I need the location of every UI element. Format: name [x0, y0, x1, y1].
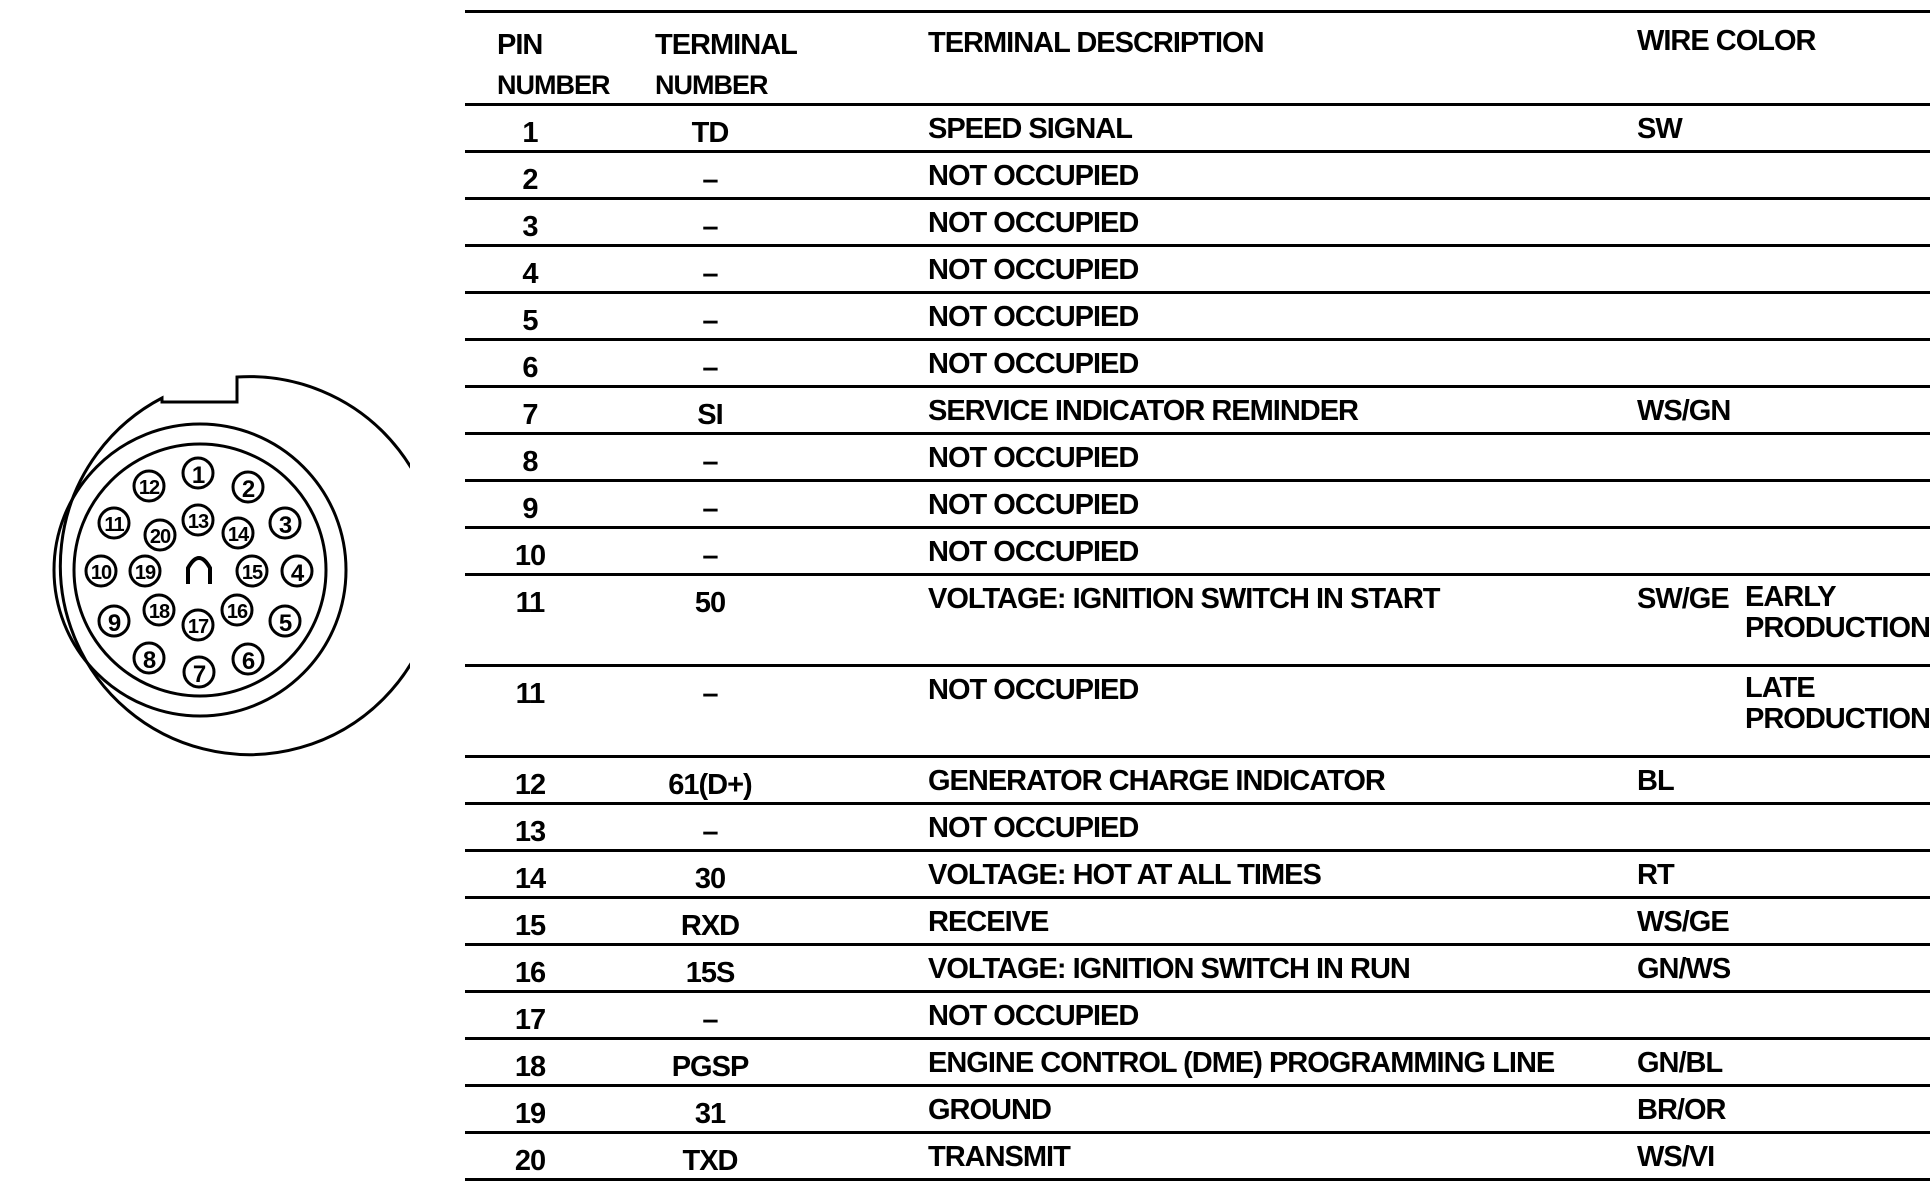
connector-pin-10 [86, 556, 116, 586]
connector-pin-9 [99, 606, 129, 637]
terminal-number: 61(D+) [668, 769, 752, 801]
connector-center-key-icon [188, 558, 210, 584]
svg-text:14: 14 [227, 524, 249, 546]
header-pin-line2: NUMBER [497, 70, 610, 100]
terminal-number: PGSP [671, 1051, 749, 1083]
pin-number: 12 [514, 769, 546, 801]
connector-pin-16 [222, 595, 252, 625]
svg-text:4: 4 [290, 560, 304, 587]
terminal-description: NOT OCCUPIED [928, 489, 1139, 521]
terminal-number: – [702, 446, 718, 478]
table-row [465, 852, 1930, 899]
table-row [465, 294, 1930, 341]
pin-number: 4 [522, 258, 538, 290]
production-note-line2: PRODUCTION [1745, 612, 1930, 644]
connector-pin-19 [130, 556, 160, 586]
pin-number: 2 [522, 164, 538, 196]
pin-number: 11 [515, 678, 545, 710]
terminal-description: ENGINE CONTROL (DME) PROGRAMMING LINE [928, 1047, 1555, 1079]
wire-color: WS/GE [1637, 906, 1729, 938]
connector-pin-3 [270, 508, 300, 539]
pin-number: 20 [514, 1145, 546, 1177]
connector-pin-11 [99, 508, 129, 538]
svg-text:5: 5 [278, 610, 292, 637]
pin-number: 14 [514, 863, 546, 895]
table-row [465, 482, 1930, 529]
terminal-description: NOT OCCUPIED [928, 442, 1139, 474]
terminal-description: TRANSMIT [928, 1141, 1070, 1173]
terminal-description: NOT OCCUPIED [928, 207, 1139, 239]
connector-pin-17 [183, 610, 213, 640]
table-header [465, 13, 1930, 106]
wire-color: SW/GE [1637, 583, 1729, 615]
connector-pin-13 [183, 505, 213, 535]
terminal-description: NOT OCCUPIED [928, 812, 1139, 844]
terminal-description: NOT OCCUPIED [928, 160, 1139, 192]
terminal-number: 30 [694, 863, 726, 895]
connector-pin-2 [233, 472, 263, 503]
header-terminal-line2: NUMBER [655, 70, 768, 100]
svg-text:20: 20 [149, 526, 171, 548]
terminal-number: – [702, 540, 718, 572]
table-row [465, 341, 1930, 388]
pin-number: 3 [522, 211, 538, 243]
table-row [465, 667, 1930, 758]
table-row [465, 1134, 1930, 1181]
connector-pin-4 [282, 556, 312, 587]
terminal-description: SPEED SIGNAL [928, 113, 1132, 145]
pin-number: 13 [514, 816, 546, 848]
svg-text:10: 10 [90, 562, 112, 584]
table-row [465, 247, 1930, 294]
pin-number: 15 [514, 910, 546, 942]
svg-text:12: 12 [138, 477, 160, 499]
pin-number: 8 [522, 446, 538, 478]
pin-number: 10 [514, 540, 546, 572]
production-note [1745, 673, 1930, 735]
terminal-number: – [702, 493, 718, 525]
pin-number: 6 [522, 352, 538, 384]
table-row [465, 200, 1930, 247]
connector-pin-1 [183, 458, 213, 489]
connector-pin-6 [233, 644, 263, 675]
wire-color: WS/VI [1637, 1141, 1715, 1173]
connector-pin-15 [237, 556, 267, 586]
production-note-line1: EARLY [1745, 581, 1836, 613]
terminal-number: SI [697, 399, 723, 431]
svg-text:1: 1 [191, 462, 205, 489]
svg-text:3: 3 [278, 512, 292, 539]
svg-text:17: 17 [187, 616, 209, 638]
pin-number: 11 [515, 587, 545, 619]
header-terminal-line1: TERMINAL [655, 29, 797, 61]
table-row [465, 388, 1930, 435]
connector-pin-14 [223, 518, 253, 548]
pin-number: 5 [522, 305, 538, 337]
pin-number: 9 [522, 493, 538, 525]
table-row [465, 529, 1930, 576]
table-row [465, 1040, 1930, 1087]
table-row [465, 805, 1930, 852]
pin-number: 1 [522, 117, 538, 149]
terminal-number: – [702, 352, 718, 384]
terminal-number: – [702, 1004, 718, 1036]
header-wire-color: WIRE COLOR [1637, 25, 1816, 57]
terminal-number: – [702, 211, 718, 243]
wire-color: WS/GN [1637, 395, 1731, 427]
terminal-description: NOT OCCUPIED [928, 348, 1139, 380]
terminal-number: 15S [685, 957, 735, 989]
terminal-description: NOT OCCUPIED [928, 674, 1139, 706]
svg-text:8: 8 [142, 647, 156, 674]
connector-pin-20 [145, 520, 175, 550]
svg-text:18: 18 [148, 601, 170, 623]
header-pin-line1: PIN [497, 29, 543, 61]
terminal-description: NOT OCCUPIED [928, 536, 1139, 568]
table-row [465, 899, 1930, 946]
svg-text:13: 13 [187, 511, 209, 533]
pin-number: 19 [514, 1098, 546, 1130]
svg-text:16: 16 [226, 601, 248, 623]
table-row [465, 576, 1930, 667]
table-row [465, 946, 1930, 993]
connector-pin-12 [134, 471, 164, 501]
production-note [1745, 582, 1930, 644]
svg-text:2: 2 [241, 476, 255, 503]
terminal-number: 31 [694, 1098, 726, 1130]
table-row [465, 106, 1930, 153]
connector-pin-8 [134, 643, 164, 674]
terminal-number: – [702, 816, 718, 848]
terminal-description: GROUND [928, 1094, 1051, 1126]
header-terminal-description: TERMINAL DESCRIPTION [928, 27, 1264, 59]
terminal-number: – [702, 258, 718, 290]
pinout-table [465, 10, 1930, 1181]
svg-text:6: 6 [241, 648, 255, 675]
pin-number: 18 [514, 1051, 546, 1083]
terminal-description: NOT OCCUPIED [928, 1000, 1139, 1032]
pin-number: 7 [522, 399, 538, 431]
svg-text:9: 9 [107, 610, 121, 637]
terminal-number: TD [691, 117, 729, 149]
terminal-number: TXD [682, 1145, 738, 1177]
header-terminal-number [655, 25, 797, 105]
production-note-line2: PRODUCTION [1745, 703, 1930, 735]
svg-text:7: 7 [192, 661, 206, 688]
wire-color: BR/OR [1637, 1094, 1726, 1126]
connector-pin-7 [184, 657, 214, 688]
wire-color: SW [1637, 113, 1682, 145]
connector-pin-18 [144, 595, 174, 625]
svg-text:15: 15 [241, 562, 263, 584]
terminal-number: – [702, 305, 718, 337]
terminal-number: – [702, 678, 718, 710]
terminal-description: NOT OCCUPIED [928, 254, 1139, 286]
production-note-line1: LATE [1745, 672, 1815, 704]
terminal-number: 50 [694, 587, 726, 619]
terminal-description: VOLTAGE: IGNITION SWITCH IN RUN [928, 953, 1410, 985]
table-row [465, 153, 1930, 200]
table-body [465, 106, 1930, 1181]
connector-pin-5 [270, 606, 300, 637]
terminal-number: – [702, 164, 718, 196]
terminal-description: GENERATOR CHARGE INDICATOR [928, 765, 1385, 797]
table-row [465, 435, 1930, 482]
wire-color: GN/WS [1637, 953, 1731, 985]
wire-color: BL [1637, 765, 1674, 797]
table-row [465, 758, 1930, 805]
terminal-description: SERVICE INDICATOR REMINDER [928, 395, 1358, 427]
terminal-description: NOT OCCUPIED [928, 301, 1139, 333]
svg-text:11: 11 [104, 514, 124, 536]
connector-diagram [0, 360, 410, 780]
pin-number: 16 [514, 957, 546, 989]
wire-color: RT [1637, 859, 1674, 891]
table-row [465, 993, 1930, 1040]
terminal-description: RECEIVE [928, 906, 1049, 938]
terminal-description: VOLTAGE: HOT AT ALL TIMES [928, 859, 1321, 891]
terminal-description: VOLTAGE: IGNITION SWITCH IN START [928, 583, 1440, 615]
pin-number: 17 [514, 1004, 546, 1036]
header-pin-number [497, 25, 610, 105]
svg-text:19: 19 [134, 562, 156, 584]
wire-color: GN/BL [1637, 1047, 1723, 1079]
table-row [465, 1087, 1930, 1134]
terminal-number: RXD [680, 910, 740, 942]
